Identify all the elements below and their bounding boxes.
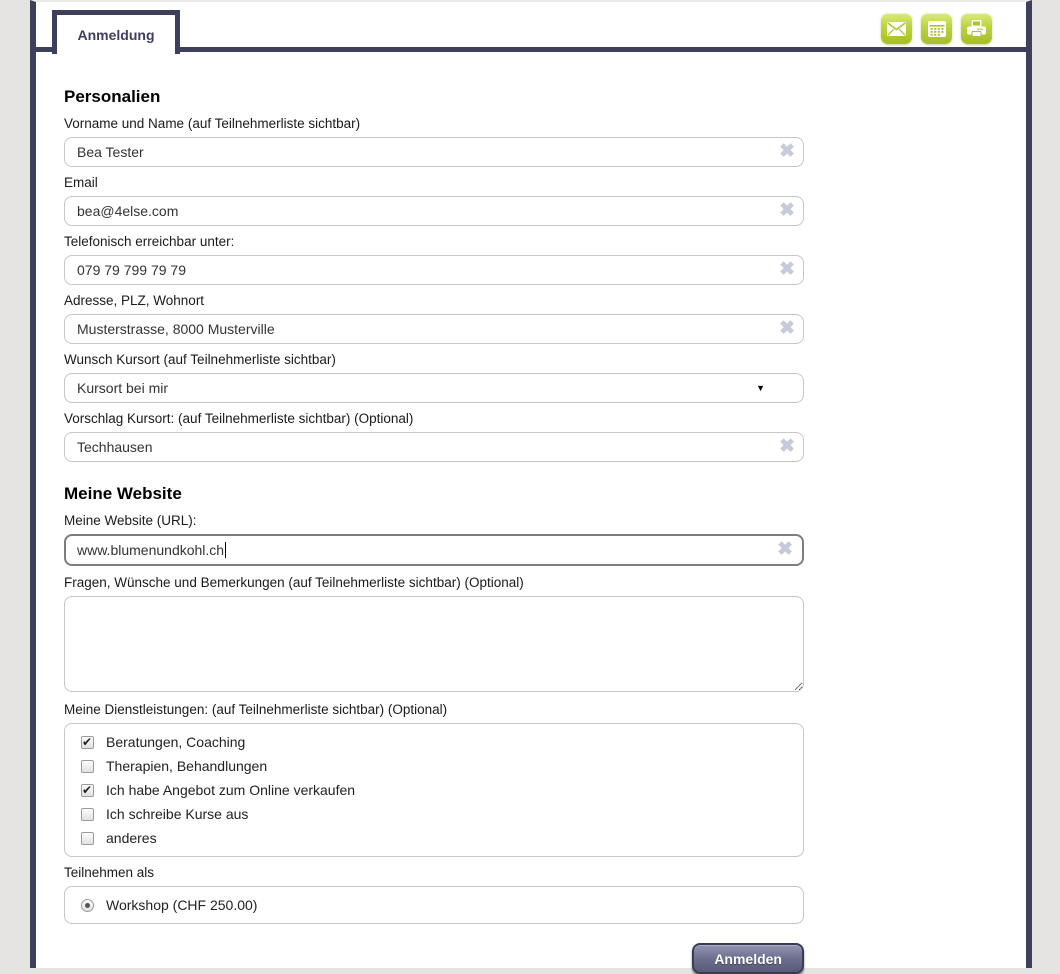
radio-workshop[interactable]: [81, 899, 94, 912]
vorschlag-kursort-clear-icon[interactable]: ✖: [779, 436, 795, 458]
print-icon[interactable]: [961, 13, 992, 44]
text-cursor: [225, 542, 226, 558]
section-title-website: Meine Website: [64, 484, 182, 503]
tab-anmeldung[interactable]: [52, 10, 180, 54]
kursort-select-value: Kursort bei mir: [77, 380, 169, 396]
website-url-label: Meine Website (URL):: [64, 513, 197, 528]
registration-panel: [30, 0, 1032, 968]
email-icon[interactable]: [881, 13, 912, 44]
checkbox-beratungen[interactable]: [81, 736, 94, 749]
website-url-input[interactable]: [64, 534, 804, 566]
services-label: Meine Dienstleistungen: (auf Teilnehmerliste sichtbar) (Optional): [64, 702, 448, 717]
service-option-label: Ich habe Angebot zum Online verkaufen: [106, 782, 356, 798]
calendar-icon[interactable]: [921, 13, 952, 44]
service-option-row[interactable]: [65, 802, 803, 826]
phone-clear-icon[interactable]: ✖: [779, 259, 795, 281]
checkbox-kurse[interactable]: [81, 808, 94, 821]
checkbox-online-angebot[interactable]: [81, 784, 94, 797]
vorschlag-kursort-label: Vorschlag Kursort: (auf Teilnehmerliste sichtbar) (Optional): [64, 411, 414, 426]
participation-option-label: Workshop (CHF 250.00): [106, 897, 258, 913]
address-label: Adresse, PLZ, Wohnort: [64, 293, 205, 308]
participation-group: [64, 886, 804, 924]
phone-input[interactable]: [64, 255, 804, 285]
service-option-row[interactable]: [65, 754, 803, 778]
participation-option-row[interactable]: [65, 893, 803, 917]
toolbar: [881, 13, 992, 44]
checkbox-anderes[interactable]: [81, 832, 94, 845]
name-label: Vorname und Name (auf Teilnehmerliste sichtbar): [64, 116, 361, 131]
email-input[interactable]: [64, 196, 804, 226]
tab-strip-divider: [36, 47, 1026, 52]
service-option-label: Ich schreibe Kurse aus: [106, 806, 249, 822]
service-option-row[interactable]: [65, 826, 803, 850]
website-url-value: www.blumenundkohl.ch: [77, 542, 225, 558]
email-label: Email: [64, 175, 98, 190]
vorschlag-kursort-input[interactable]: [64, 432, 804, 462]
services-group: [64, 723, 804, 857]
chevron-down-icon: ▼: [756, 383, 765, 393]
tab-anmeldung-label: Anmeldung: [77, 26, 155, 43]
service-option-row[interactable]: [65, 778, 803, 802]
kursort-label: Wunsch Kursort (auf Teilnehmerliste sichtbar): [64, 352, 336, 367]
form-content: [36, 54, 804, 974]
remarks-label: Fragen, Wünsche und Bemerkungen (auf Teilnehmerliste sichtbar) (Optional): [64, 575, 524, 590]
address-input[interactable]: [64, 314, 804, 344]
address-clear-icon[interactable]: ✖: [779, 318, 795, 340]
kursort-select[interactable]: [64, 373, 804, 403]
name-input[interactable]: [64, 137, 804, 167]
service-option-label: anderes: [106, 830, 157, 846]
phone-label: Telefonisch erreichbar unter:: [64, 234, 235, 249]
website-url-clear-icon[interactable]: ✖: [777, 539, 793, 561]
service-option-row[interactable]: [65, 730, 803, 754]
anmelden-button[interactable]: Anmelden: [692, 943, 804, 974]
remarks-textarea[interactable]: [64, 596, 804, 692]
section-title-personalien: Personalien: [64, 87, 161, 106]
participation-label: Teilnehmen als: [64, 865, 155, 880]
service-option-label: Therapien, Behandlungen: [106, 758, 268, 774]
tab-strip: [36, 2, 1026, 54]
email-clear-icon[interactable]: ✖: [779, 200, 795, 222]
checkbox-therapien[interactable]: [81, 760, 94, 773]
name-clear-icon[interactable]: ✖: [779, 141, 795, 163]
service-option-label: Beratungen, Coaching: [106, 734, 246, 750]
